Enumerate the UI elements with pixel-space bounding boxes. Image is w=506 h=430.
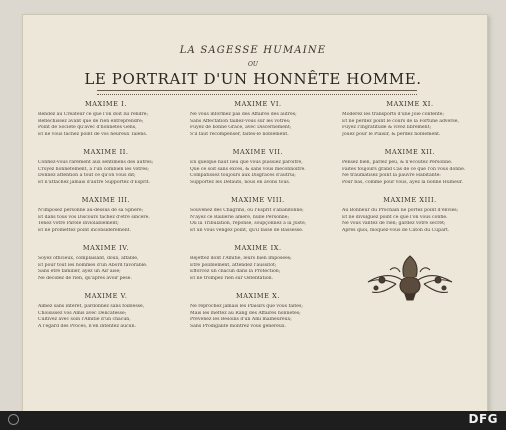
maxim-block: [190, 196, 326, 234]
maxim-block: [190, 148, 326, 186]
maxim-line: N'ayez ce Raillerie amère, nulle Personne;: [190, 214, 290, 220]
maxim-line: Donnez attention à tout ce qu'on vous dit;: [38, 173, 136, 179]
maxim-heading: MAXIME IX.: [234, 244, 282, 252]
maxim-line: Aimez sans intérêt, pardonnez sans foiblesse,: [38, 304, 145, 309]
maxim-line: Et ne trompez rien sur Ostentation.: [190, 275, 274, 281]
maxim-line: Point de Société qu'avec d'honnêtes Gens,: [38, 125, 137, 131]
maxim-heading: MAXIME VIII.: [231, 196, 285, 204]
maxim-line: Tenez votre Parole inviolablement;: [38, 221, 119, 227]
maxim-block: [342, 100, 478, 138]
maxim-line: Et ne promettez point inconsidérément.: [38, 227, 131, 233]
maxim-line: A l'égard des Procès, n'en intentez aucun.: [38, 323, 137, 329]
maxim-line: Sans Affectation taillez-vous sur les vôtres;: [190, 118, 291, 124]
maxim-line: Et ne vous fâchez point de vos heureux Talens.: [38, 131, 148, 137]
maxim-line: Moderez les transports d'une Joie contente;: [342, 112, 445, 117]
maxim-line: Rejettez dont l'Amitié, leurs bien Imposées;: [190, 256, 292, 261]
maxim-line: Ne reprochez jamais les Plaisirs que vous faites;: [190, 304, 303, 309]
maxim-block: [38, 100, 174, 138]
maxim-heading: MAXIME IV.: [82, 244, 130, 252]
maxim-heading: MAXIME III.: [81, 196, 131, 204]
floral-urn-ornament-icon: [360, 250, 460, 310]
maxim-heading: MAXIME VI.: [234, 100, 282, 108]
title-top: LA SAGESSE HUMAINE: [179, 45, 327, 56]
footer-bar: [0, 411, 506, 430]
maxim-line: Fuyez de bonne Grâce, avec Discernement;: [190, 125, 292, 131]
maxim-heading: MAXIME XI.: [386, 100, 434, 108]
maxim-line: N'imposez personne au-dessus de sa Sphere;: [38, 208, 144, 213]
maxim-line: Après quoi, moquez-vous de Caton du Cupart.: [342, 227, 450, 233]
maxim-line: Pour bas, comme pour vous, ayez la bonne Humeur.: [342, 179, 463, 185]
maxim-line: Ou la Tribulation, reponse, soupçonnez à la Juste,: [190, 221, 307, 227]
maxim-line: En quelque haut lieu que vous puissiez paroître,: [190, 160, 303, 165]
maxim-line: Choisissez vos Amis avec Délicatesse;: [38, 310, 127, 316]
maxim-heading: MAXIME V.: [84, 292, 128, 300]
maxim-block: [38, 196, 174, 234]
maxim-block: [190, 244, 326, 282]
maxim-block: [190, 100, 326, 138]
maxim-line: Et dans tous vos Discours tâchez d'être sincère.: [38, 214, 150, 220]
maxim-line: Supportez les Défauts, nous en avons tous.: [190, 179, 291, 185]
maxim-line: Fuyez l'Ingratitude & vivez librement;: [342, 125, 431, 131]
maxim-line: Et n'attachez jamais d'autre Supportez d'Esprit.: [38, 179, 151, 185]
maxim-line: Ne décidez de rien, qu'après avoir pesé.: [38, 275, 132, 281]
maxim-heading: MAXIME II.: [83, 148, 129, 156]
maxim-line: Soyez officieux, complaisant, doux, affable,: [38, 256, 139, 261]
maxim-block: [342, 196, 478, 234]
maxim-line: Et ne divulguez point ce que l'on vous confie.: [342, 214, 448, 220]
maxim-block: [342, 148, 478, 186]
maxim-line: Ne vous informez pas des Affaires des autres;: [190, 112, 297, 117]
maxim-line: Sans être familier, ayez un Air aisé;: [38, 269, 121, 275]
maxim-line: Compatissez toujours aux Disgraces d'autrui;: [190, 173, 296, 179]
maxim-line: Souvenez des Chagrins, où l'Esprit s'abandonne;: [190, 208, 304, 213]
maxim-line: Mais les mettez au Rang des Affaires honnêtes;: [190, 310, 301, 316]
maxim-line: Rendez au Createur ce que l'on doit lui rendre;: [38, 112, 149, 117]
maxim-line: Cultivez avec soin l'Amitié d'un chacun,: [38, 317, 131, 323]
maxim-line: Jouez pour le Plaisir, & perdez noblement.: [342, 131, 441, 137]
maxim-line: Prévenez les Besoins d'un Ami malheureux;: [190, 317, 292, 323]
maxim-line: Et un vous vengez point, qu'il fasse de Bassesse.: [190, 227, 304, 233]
maxim-line: Et pour tout les hommes d'un Abord favorable.: [38, 262, 148, 268]
main-title: LE PORTRAIT D'UN HONNÊTE HOMME.: [84, 70, 422, 88]
maxim-line: Et ne perdez point le cours de la Fortune adverse,: [342, 118, 459, 124]
maxim-line: Croyez honnêtement, à l'un combien les vôtres;: [38, 166, 149, 172]
maxim-block: [38, 148, 174, 186]
maxim-line: Ne traumatisez point la pauvre Habitante:: [342, 173, 441, 179]
maxim-line: Confiez-vous rarement aux sentimens des autres;: [38, 160, 154, 165]
maxim-heading: MAXIME VII.: [232, 148, 284, 156]
dfg-logo: DFG: [468, 412, 498, 426]
maxim-heading: MAXIME XIII.: [383, 196, 437, 204]
maxim-block: [38, 292, 174, 330]
maxim-heading: MAXIME I.: [84, 100, 128, 108]
maxim-block: [38, 244, 174, 282]
maxim-line: Que ce soit sans excès, & sans vous méconnoître.: [190, 166, 306, 172]
title-divider: [97, 90, 417, 95]
maxim-line: Pensez bien, parlez peu, & n'écoutez Personne.: [342, 160, 453, 165]
maxim-line: Sans Prodigalité montrez vous généreux.: [190, 323, 286, 329]
maxim-block: [190, 292, 326, 330]
maxim-heading: MAXIME X.: [235, 292, 281, 300]
maxim-line: Faites toujours grand Cas de ce que l'on vous donne.: [342, 166, 466, 172]
maxim-line: Efforcez un chacun dans la Protection;: [190, 269, 281, 275]
maxim-line: S'il faut récompenser, faites-le noblement.: [190, 131, 289, 137]
title-conjunction: OU: [248, 61, 258, 68]
maxim-line: Réfléchissez avant que de rien entreprendre;: [38, 118, 144, 124]
maxim-line: Ne vous vantez de rien; gardez votre secret;: [342, 221, 446, 227]
maxim-line: Ètre poliblement, attendez l'aussitôt;: [190, 262, 277, 268]
maxim-line: Au Bonheur du Prochain ne portez point d'envies;: [342, 208, 459, 213]
maxim-heading: MAXIME XII.: [384, 148, 436, 156]
ecke-logo-icon: [8, 414, 19, 425]
